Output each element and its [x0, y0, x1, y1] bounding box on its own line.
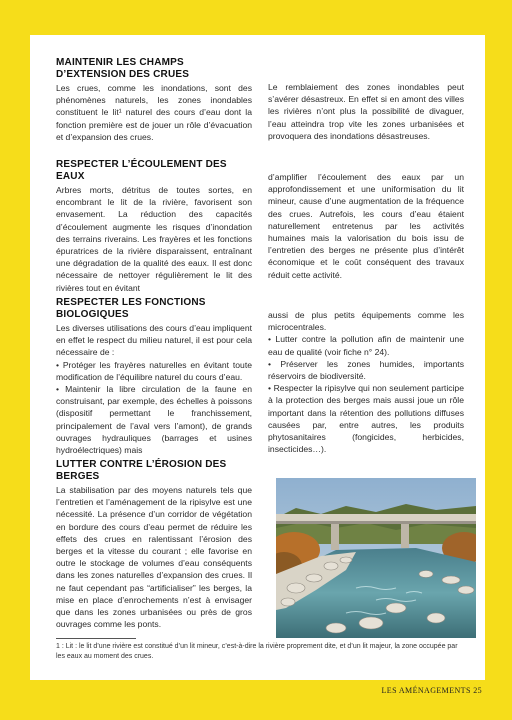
paragraph: Les diverses utilisations des cours d’eau impliquent en effet le respect du milieu naturel, il est pour cela nécessaire de : — [56, 323, 252, 358]
list-item: • Respecter la ripisylve qui non seulement participe à la protection des berges mais aussi joue un rôle important dans la rétention des pollutions diffuses causées par, entre autres, les produits phytosanitaires (fongicides, herbicides, insecticides…). — [268, 383, 464, 455]
section-heading: RESPECTER LES FONCTIONS BIOLOGIQUES — [56, 297, 206, 320]
page-footer: LES AMÉNAGEMENTS 25 — [381, 686, 482, 695]
footnote-divider — [56, 638, 136, 639]
list-item: • Préserver les zones humides, importants réservoirs de biodiversité. — [268, 358, 464, 382]
paragraph: Arbres morts, détritus de toutes sortes, en encombrant le lit de la rivière, favorisent son envasement. La réduction des capacités d’écoulement augmente les risques d’inondation des terrains riverains. Les frayères et les fonctions épuratrices de la rivière disparaissent, entraînant une dégradation de la qualité des eaux. Il est donc nécessaire de nettoyer régulièrement le lit des rivières tout en évitant — [56, 185, 252, 293]
page — [30, 35, 485, 680]
section-heading: RESPECTER L’ÉCOULEMENT DES EAUX — [56, 159, 227, 182]
paragraph: La stabilisation par des moyens naturels tels que l’entretien et l’aménagement de la ripisylve est une nécessité. La présence d’un corridor de végétation en bordure des cours d’eau permet de réduire les effets des crues en ralentissant l’érosion des berges et la vitesse du courant ; elle favorise en outre le stockage de volumes d’eau conséquents dans les zones naturelles d’expansion des crues. Il ne faut cependant pas “artificialiser” les berges, la mise en place d’enrochements n’est à envisager que dans les zones urbanisées ou près de gros ouvrages comme les ponts. — [56, 485, 252, 630]
list-item: • Protéger les frayères naturelles en évitant toute modification de l’équilibre naturel du cours d’eau. — [56, 359, 252, 382]
list-item: • Lutter contre la pollution afin de maintenir une eau de qualité (voir fiche n° 24). — [268, 334, 464, 357]
section-heading: LUTTER CONTRE L’ÉROSION DES BERGES — [56, 459, 227, 482]
paragraph: d’amplifier l’écoulement des eaux par un approfondissement et une uniformisation du lit mineur, cause d’une augmentation de la fréquence des crues. Autrefois, les cours d’eau étaient naturellement entretenus par les activités humaines mais la valorisation du bois issu de l’entretien des berges ne présente plus d’intérêt économique et le coût conséquent des travaux réduit cette activité. — [268, 172, 464, 280]
list-item: • Maintenir la libre circulation de la faune en construisant, par exemple, des échelles à poissons (dispositif permettant le franchissement, principalement de l’aval vers l’amont), de grands ouvrages hydrauliques (barrages et usines hydroélectriques) mais — [56, 384, 252, 456]
paragraph: Les crues, comme les inondations, sont des phénomènes naturels, les zones inondables constituent le lit¹ naturel des cours d’eau dont la fonction première est de jouer un rôle d’évacuation et d’expansion des crues. — [56, 83, 252, 142]
river-bridge-photo — [276, 478, 476, 638]
paragraph: Le remblaiement des zones inondables peut s’avérer désastreux. En effet si en amont des villes les rivières n’ont plus la possibilité de divaguer, l’eau atteindra trop vite les zones urbanisées et provoquera des inondations désastreuses. — [268, 82, 464, 141]
section-heading: MAINTENIR LES CHAMPS D’EXTENSION DES CRUES — [56, 57, 190, 80]
footnote: 1 : Lit : le lit d’une rivière est constitué d’un lit mineur, c’est-à-dire la rivière proprement dite, et d’un lit majeur, la zone occupée par les eaux au moment des crues. — [56, 643, 458, 660]
list-item: aussi de plus petits équipements comme les microcentrales. — [268, 310, 464, 333]
